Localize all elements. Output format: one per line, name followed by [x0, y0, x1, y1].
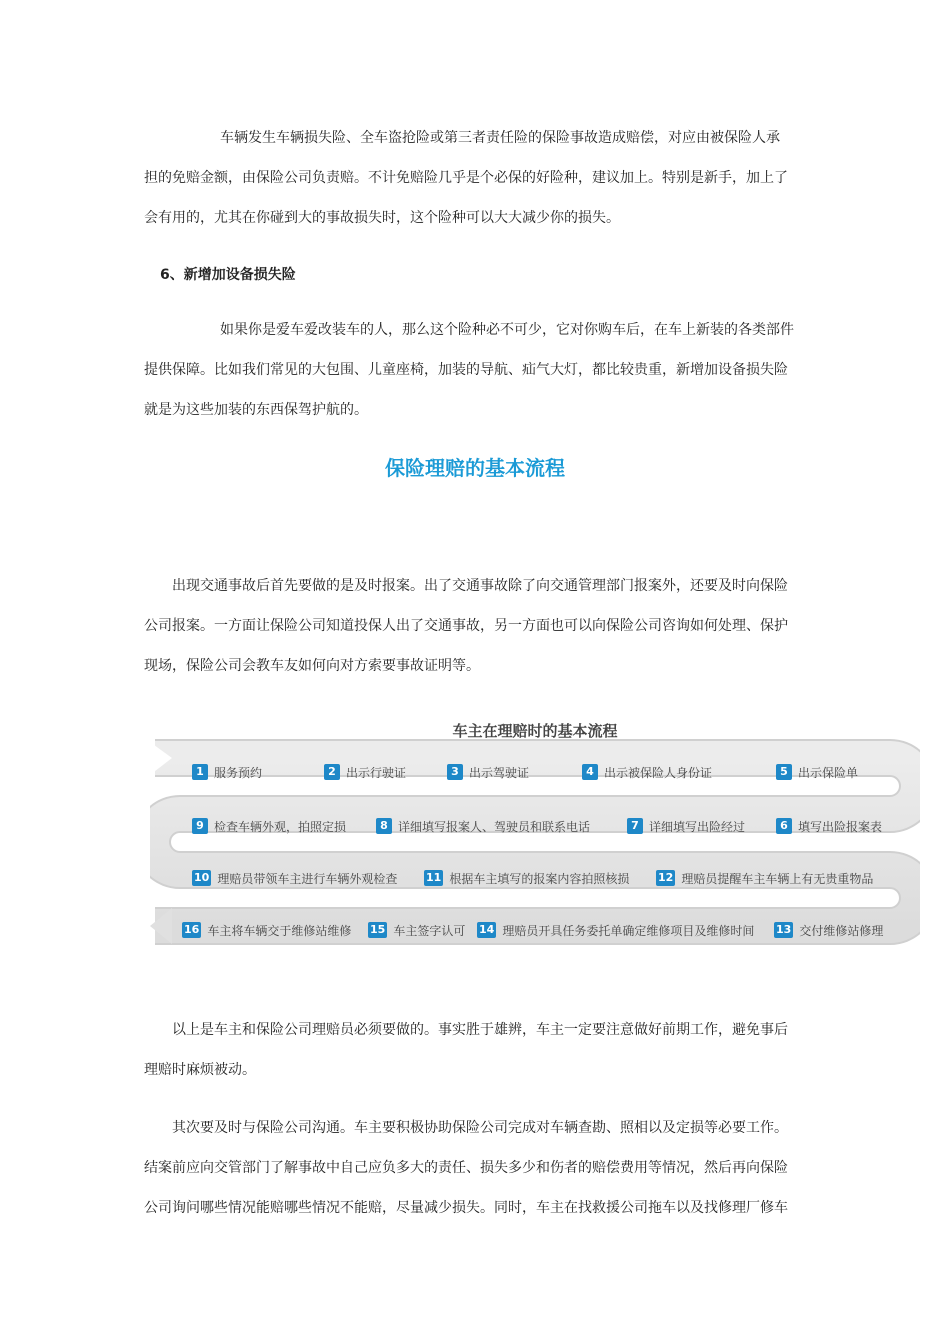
step-label: 出示被保险人身份证 — [604, 765, 713, 780]
step-label: 出示驾驶证 — [469, 765, 530, 780]
step-number: 13 — [776, 923, 792, 936]
flow-step-6 — [776, 816, 882, 836]
step-label: 理赔员开具任务委托单确定维修项目及维修时间 — [502, 923, 755, 938]
step-label: 理赔员带领车主进行车辆外观检查 — [217, 871, 398, 886]
flow-step-15 — [368, 920, 465, 940]
step-number: 3 — [447, 764, 463, 780]
flow-step-4 — [582, 762, 712, 782]
text-line: 出现交通事故后首先要做的是及时报案。出了交通事故除了向交通管理部门报案外，还要及时向保险 — [172, 578, 788, 594]
text-line: 会有用的，尤其在你碰到大的事故损失时，这个险种可以大大减少你的损失。 — [144, 210, 620, 226]
step-number: 6 — [776, 818, 792, 834]
paragraph-new-equipment — [144, 310, 808, 430]
flow-step-3 — [447, 762, 529, 782]
flow-step-5 — [776, 762, 858, 782]
step-label: 交付维修站修理 — [799, 923, 884, 938]
text-line: 如果你是爱车爱改装车的人，那么这个险种必不可少，它对你购车后，在车上新装的各类部件 — [220, 322, 794, 338]
text-line: 就是为这些加装的东西保驾护航的。 — [144, 402, 368, 418]
text-line: 理赔时麻烦被动。 — [144, 1062, 256, 1078]
step-number: 10 — [194, 871, 210, 884]
text-line: 公司报案。一方面让保险公司知道投保人出了交通事故，另一方面也可以向保险公司咨询如何处理、保护 — [144, 618, 788, 634]
flow-step-11 — [424, 868, 629, 888]
text-line: 现场，保险公司会教车友如何向对方索要事故证明等。 — [144, 658, 480, 674]
paragraph-communicate — [144, 1108, 808, 1228]
flow-step-12 — [656, 868, 873, 888]
flow-step-7 — [627, 816, 745, 836]
step-number: 16 — [184, 923, 200, 936]
paragraph-no-deductible — [144, 118, 808, 238]
step-label: 出示保险单 — [798, 765, 859, 780]
text-line: 公司询问哪些情况能赔哪些情况不能赔，尽量减少损失。同时，车主在找救援公司拖车以及找修理厂修车 — [144, 1200, 788, 1216]
paragraph-summary — [144, 1010, 808, 1090]
step-label: 详细填写报案人、驾驶员和联系电话 — [398, 819, 591, 834]
flow-step-8 — [376, 816, 590, 836]
flow-step-1 — [192, 762, 262, 782]
step-label: 详细填写出险经过 — [649, 819, 746, 834]
step-label: 检查车辆外观，拍照定损 — [214, 819, 347, 834]
step-number: 4 — [582, 764, 598, 780]
flow-step-9 — [192, 816, 346, 836]
step-label: 填写出险报案表 — [798, 819, 883, 834]
step-label: 理赔员提醒车主车辆上有无贵重物品 — [681, 871, 874, 886]
text-line: 以上是车主和保险公司理赔员必须要做的。事实胜于雄辨，车主一定要注意做好前期工作，避免事后 — [172, 1022, 788, 1038]
step-number: 1 — [192, 764, 208, 780]
flow-step-14 — [477, 920, 754, 940]
step-number: 2 — [324, 764, 340, 780]
flow-step-10 — [192, 868, 397, 888]
section-title: 保险理赔的基本流程 — [385, 456, 565, 480]
text-line: 其次要及时与保险公司沟通。车主要积极协助保险公司完成对车辆查勘、照相以及定损等必要工作。 — [172, 1120, 788, 1136]
step-number: 9 — [192, 818, 208, 834]
step-label: 车主将车辆交于维修站维修 — [207, 923, 352, 938]
paragraph-report-accident — [144, 566, 808, 686]
step-label: 服务预约 — [214, 765, 263, 780]
step-number: 8 — [376, 818, 392, 834]
step-number: 11 — [426, 871, 442, 884]
flow-step-2 — [324, 762, 406, 782]
step-label: 车主签字认可 — [393, 923, 466, 938]
step-number: 14 — [479, 923, 495, 936]
claim-flow-diagram — [150, 718, 920, 958]
step-number: 7 — [627, 818, 643, 834]
flow-step-13 — [774, 920, 883, 940]
subheading-new-equipment: 6、新增加设备损失险 — [160, 267, 296, 283]
text-line: 车辆发生车辆损失险、全车盗抢险或第三者责任险的保险事故造成赔偿，对应由被保险人承 — [220, 130, 780, 146]
flow-title: 车主在理赔时的基本流程 — [452, 722, 618, 740]
step-number: 15 — [370, 923, 386, 936]
step-label: 出示行驶证 — [346, 765, 407, 780]
text-line: 结案前应向交管部门了解事故中自己应负多大的责任、损失多少和伤者的赔偿费用等情况，然后再向保险 — [144, 1160, 788, 1176]
flow-step-16 — [182, 920, 351, 940]
text-line: 提供保障。比如我们常见的大包围、儿童座椅，加装的导航、疝气大灯，都比较贵重，新增加设备损失险 — [144, 362, 788, 378]
step-number: 5 — [776, 764, 792, 780]
text-line: 担的免赔金额，由保险公司负责赔。不计免赔险几乎是个必保的好险种，建议加上。特别是新手，加上了 — [144, 170, 788, 186]
step-number: 12 — [658, 871, 674, 884]
step-label: 根据车主填写的报案内容拍照核损 — [449, 871, 630, 886]
